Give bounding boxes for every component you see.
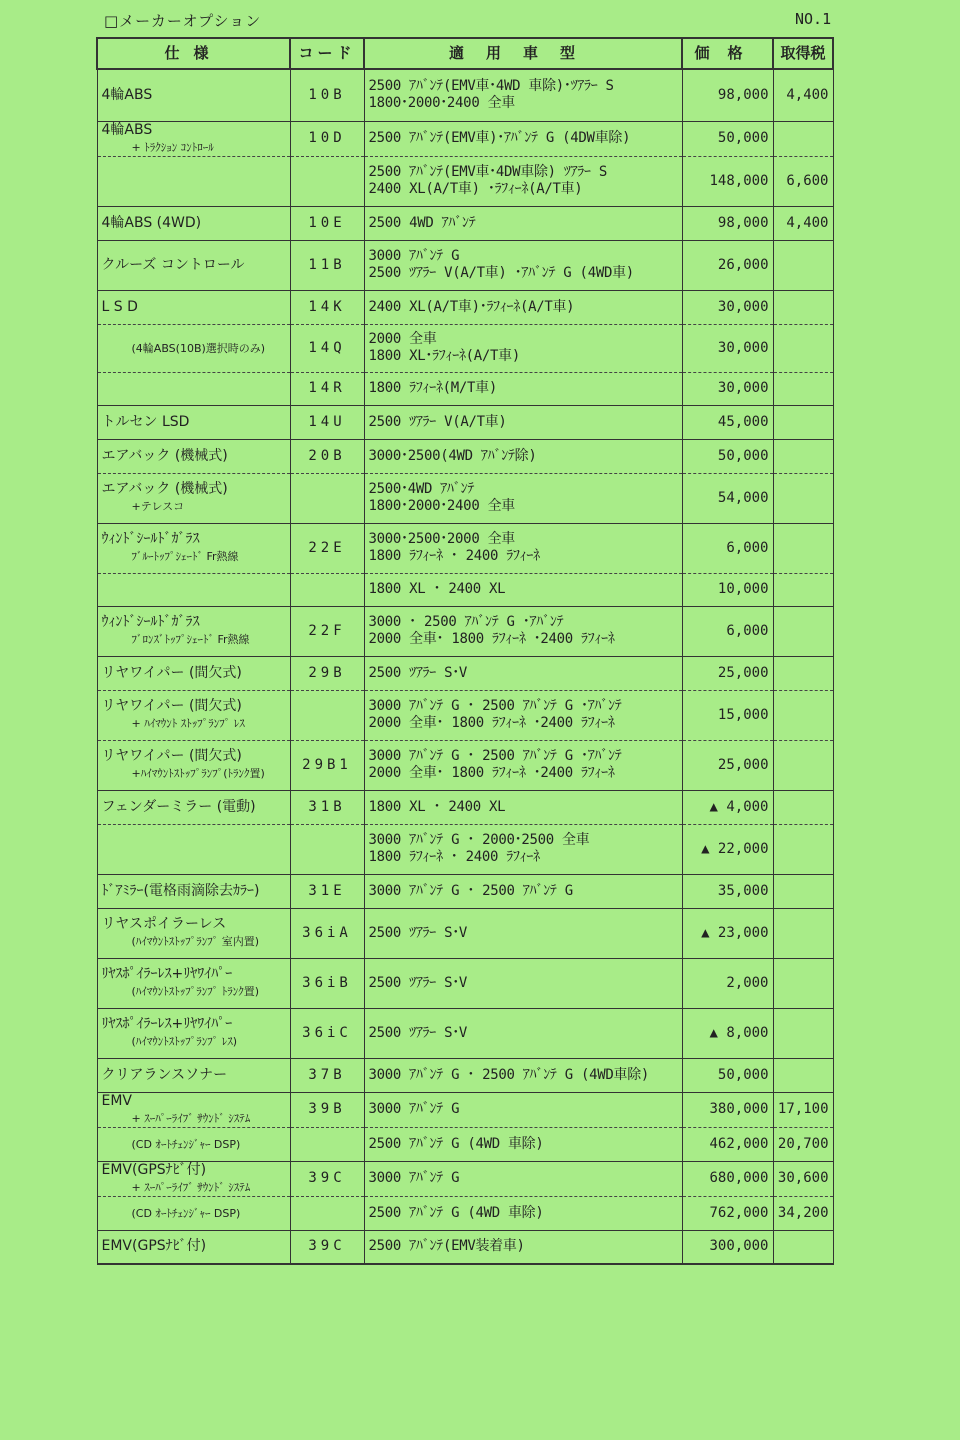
option-code (290, 824, 364, 874)
option-spec (97, 69, 290, 121)
option-spec (97, 1161, 290, 1196)
option-price: 54,000 (682, 473, 773, 523)
option-model: 2500･4WD ｱﾊﾞﾝﾃ 1800･2000･2400 全車 (364, 473, 682, 523)
option-spec (97, 1008, 290, 1058)
option-code: 39C (290, 1230, 364, 1264)
option-code: 22E (290, 523, 364, 573)
option-name: トルセン LSD (101, 413, 190, 430)
option-spec (97, 740, 290, 790)
option-name: リヤスポイラーレス (101, 916, 227, 932)
option-model: 2500 4WD ｱﾊﾞﾝﾃ (364, 206, 682, 240)
option-spec (97, 156, 290, 206)
option-price: 15,000 (682, 690, 773, 740)
table-row (97, 69, 833, 121)
option-model: 3000 ｱﾊﾞﾝﾃ G (364, 1161, 682, 1196)
option-code (290, 156, 364, 206)
table-row (97, 1092, 833, 1127)
option-price: 6,000 (682, 523, 773, 573)
option-code: 20B (290, 439, 364, 473)
option-code: 36iA (290, 908, 364, 958)
option-price: 6,000 (682, 606, 773, 656)
option-tax: 34,200 (773, 1196, 833, 1230)
option-tax: 4,400 (773, 69, 833, 121)
table-row (97, 1058, 833, 1092)
option-spec (97, 290, 290, 324)
option-tax: 6,600 (773, 156, 833, 206)
option-model: 3000･2500(4WD ｱﾊﾞﾝﾃ除) (364, 439, 682, 473)
option-name: ﾘﾔｽﾎﾟｲﾗｰﾚｽ+ﾘﾔﾜｲﾊﾟｰ (101, 1016, 233, 1032)
option-tax (773, 523, 833, 573)
option-subtitle: (ﾊｲﾏｳﾝﾄｽﾄｯﾌﾟﾗﾝﾌﾟ 室内置) (131, 935, 260, 948)
table-row (97, 439, 833, 473)
option-tax (773, 790, 833, 824)
option-tax (773, 908, 833, 958)
option-code: 10B (290, 69, 364, 121)
option-price: 2,000 (682, 958, 773, 1008)
option-name: フェンダーミラー (電動) (101, 798, 256, 815)
page-title: □メーカーオプション (104, 12, 262, 30)
table-header-row (97, 38, 833, 69)
option-spec (97, 1196, 290, 1230)
table-row (97, 790, 833, 824)
option-price: 98,000 (682, 206, 773, 240)
option-subtitle: ﾌﾞﾙｰﾄｯﾌﾟｼｪｰﾄﾞ Fr熱線 (131, 550, 239, 563)
table-row (97, 290, 833, 324)
option-code (290, 1196, 364, 1230)
option-spec (97, 824, 290, 874)
option-subtitle: (4輪ABS(10B)選択時のみ) (131, 341, 266, 355)
option-code: 39B (290, 1092, 364, 1127)
option-tax (773, 240, 833, 290)
option-name: エアバック (機械式) (101, 447, 228, 464)
option-spec (97, 1230, 290, 1264)
option-name: ﾄﾞｱﾐﾗｰ(電格雨滴除去ｶﾗｰ) (101, 882, 260, 899)
option-price: 50,000 (682, 439, 773, 473)
option-tax (773, 324, 833, 372)
option-price: 25,000 (682, 740, 773, 790)
table-row (97, 405, 833, 439)
option-price: 148,000 (682, 156, 773, 206)
option-name: L S D (101, 298, 138, 315)
option-price: 462,000 (682, 1127, 773, 1161)
option-subtitle: (CD ｵｰﾄﾁｪﾝｼﾞｬｰ DSP) (131, 1137, 241, 1151)
option-spec (97, 656, 290, 690)
option-price: 762,000 (682, 1196, 773, 1230)
option-model: 3000 ｱﾊﾞﾝﾃ G ･ 2500 ｱﾊﾞﾝﾃ G (364, 874, 682, 908)
option-spec (97, 523, 290, 573)
option-code: 14U (290, 405, 364, 439)
option-tax (773, 290, 833, 324)
option-spec (97, 439, 290, 473)
option-spec (97, 372, 290, 405)
option-spec (97, 1058, 290, 1092)
option-price: ▲ 22,000 (682, 824, 773, 874)
option-subtitle: +テレスコ (131, 500, 185, 513)
option-subtitle: (ﾊｲﾏｳﾝﾄｽﾄｯﾌﾟﾗﾝﾌﾟ ﾚｽ) (131, 1035, 238, 1048)
option-name: ｳｨﾝﾄﾞｼｰﾙﾄﾞｶﾞﾗｽ (101, 614, 200, 630)
table-row (97, 240, 833, 290)
col-tax: 取得税 (773, 38, 833, 69)
option-code: 14K (290, 290, 364, 324)
option-tax (773, 1058, 833, 1092)
option-spec (97, 790, 290, 824)
option-spec (97, 908, 290, 958)
option-tax (773, 656, 833, 690)
option-code (290, 473, 364, 523)
option-price: 98,000 (682, 69, 773, 121)
option-spec (97, 958, 290, 1008)
option-price: 26,000 (682, 240, 773, 290)
option-spec (97, 206, 290, 240)
table-row (97, 690, 833, 740)
table-row (97, 958, 833, 1008)
option-code: 31E (290, 874, 364, 908)
table-row (97, 1161, 833, 1196)
option-model: 2500 ｱﾊﾞﾝﾃ G (4WD 車除) (364, 1127, 682, 1161)
option-name: リヤワイパー (間欠式) (101, 664, 242, 681)
option-name: 4輪ABS (4WD) (101, 214, 202, 231)
option-name: EMV(GPSﾅﾋﾞ付) (101, 1238, 207, 1255)
option-model: 3000 ｱﾊﾞﾝﾃ G ･ 2000･2500 全車 1800 ﾗﾌｨｰﾈ ･ 2400 ﾗﾌｨｰﾈ (364, 824, 682, 874)
option-model: 2500 ｱﾊﾞﾝﾃ G (4WD 車除) (364, 1196, 682, 1230)
option-subtitle: ﾌﾞﾛﾝｽﾞﾄｯﾌﾟｼｪｰﾄﾞ Fr熱線 (131, 633, 250, 646)
option-name: クリアランスソナー (101, 1066, 228, 1083)
option-model: 1800 XL ･ 2400 XL (364, 790, 682, 824)
option-code (290, 1127, 364, 1161)
option-tax (773, 1008, 833, 1058)
option-model: 3000 ｱﾊﾞﾝﾃ G 2500 ﾂｱﾗｰ V(A/T車) ･ｱﾊﾞﾝﾃ G (4WD車) (364, 240, 682, 290)
option-model: 3000 ･ 2500 ｱﾊﾞﾝﾃ G ･ｱﾊﾞﾝﾃ 2000 全車･ 1800 ﾗﾌｨｰﾈ ･2400 ﾗﾌｨｰﾈ (364, 606, 682, 656)
option-price: 30,000 (682, 290, 773, 324)
option-tax (773, 1230, 833, 1264)
option-model: 3000 ｱﾊﾞﾝﾃ G (364, 1092, 682, 1127)
option-code: 22F (290, 606, 364, 656)
table-row (97, 656, 833, 690)
table-row (97, 573, 833, 606)
option-model: 3000 ｱﾊﾞﾝﾃ G ･ 2500 ｱﾊﾞﾝﾃ G ･ｱﾊﾞﾝﾃ 2000 全車･ 1800 ﾗﾌｨｰﾈ ･2400 ﾗﾌｨｰﾈ (364, 740, 682, 790)
option-tax: 30,600 (773, 1161, 833, 1196)
option-name: エアバック (機械式) (101, 481, 228, 497)
option-spec (97, 405, 290, 439)
option-price: ▲ 8,000 (682, 1008, 773, 1058)
table-row (97, 372, 833, 405)
option-name: ｳｨﾝﾄﾞｼｰﾙﾄﾞｶﾞﾗｽ (101, 531, 200, 547)
option-name: リヤワイパー (間欠式) (101, 748, 242, 764)
option-spec (97, 324, 290, 372)
option-code: 29B1 (290, 740, 364, 790)
option-price: 30,000 (682, 324, 773, 372)
table-row (97, 1196, 833, 1230)
col-price: 価格 (682, 38, 773, 69)
table-row (97, 523, 833, 573)
option-spec (97, 1092, 290, 1127)
option-spec (97, 874, 290, 908)
option-code: 39C (290, 1161, 364, 1196)
page-number: NO.1 (795, 10, 832, 28)
option-subtitle: (ﾊｲﾏｳﾝﾄｽﾄｯﾌﾟﾗﾝﾌﾟ ﾄﾗﾝｸ置) (131, 985, 260, 998)
option-spec (97, 573, 290, 606)
option-code (290, 573, 364, 606)
option-model: 3000･2500･2000 全車 1800 ﾗﾌｨｰﾈ ･ 2400 ﾗﾌｨｰﾈ (364, 523, 682, 573)
option-code: 37B (290, 1058, 364, 1092)
option-model: 1800 XL ･ 2400 XL (364, 573, 682, 606)
table-row (97, 1008, 833, 1058)
option-tax (773, 405, 833, 439)
option-code: 36iB (290, 958, 364, 1008)
option-name: 4輪ABS (101, 121, 153, 138)
option-name: EMV (101, 1092, 133, 1109)
option-name: EMV(GPSﾅﾋﾞ付) (101, 1161, 207, 1178)
option-model: 2500 ﾂｱﾗｰ S･V (364, 656, 682, 690)
table-row (97, 908, 833, 958)
option-price: ▲ 23,000 (682, 908, 773, 958)
option-model: 3000 ｱﾊﾞﾝﾃ G ･ 2500 ｱﾊﾞﾝﾃ G (4WD車除) (364, 1058, 682, 1092)
option-code: 11B (290, 240, 364, 290)
table-row (97, 121, 833, 156)
options-table (96, 37, 834, 1265)
option-price: ▲ 4,000 (682, 790, 773, 824)
option-tax (773, 690, 833, 740)
col-model: 適用車型 (364, 38, 682, 69)
option-spec (97, 1127, 290, 1161)
option-name: リヤワイパー (間欠式) (101, 698, 242, 714)
option-price: 680,000 (682, 1161, 773, 1196)
option-spec (97, 690, 290, 740)
option-code: 10E (290, 206, 364, 240)
option-name: 4輪ABS (101, 86, 153, 103)
option-model: 1800 ﾗﾌｨｰﾈ(M/T車) (364, 372, 682, 405)
table-row (97, 156, 833, 206)
option-code: 14Q (290, 324, 364, 372)
table-row (97, 324, 833, 372)
col-code: コード (290, 38, 364, 69)
table-body (97, 69, 833, 1264)
option-subtitle: (CD ｵｰﾄﾁｪﾝｼﾞｬｰ DSP) (131, 1206, 241, 1220)
option-model: 3000 ｱﾊﾞﾝﾃ G ･ 2500 ｱﾊﾞﾝﾃ G ･ｱﾊﾞﾝﾃ 2000 全車･ 1800 ﾗﾌｨｰﾈ ･2400 ﾗﾌｨｰﾈ (364, 690, 682, 740)
option-tax (773, 606, 833, 656)
option-tax (773, 372, 833, 405)
option-price: 35,000 (682, 874, 773, 908)
col-spec: 仕様 (97, 38, 290, 69)
option-spec (97, 473, 290, 523)
option-code: 10D (290, 121, 364, 156)
option-model: 2400 XL(A/T車)･ﾗﾌｨｰﾈ(A/T車) (364, 290, 682, 324)
option-model: 2500 ｱﾊﾞﾝﾃ(EMV車)･ｱﾊﾞﾝﾃ G (4DW車除) (364, 121, 682, 156)
option-model: 2500 ﾂｱﾗｰ S･V (364, 908, 682, 958)
option-price: 380,000 (682, 1092, 773, 1127)
option-subtitle: + ﾄﾗｸｼｮﾝ ｺﾝﾄﾛｰﾙ (131, 140, 214, 154)
table-row (97, 740, 833, 790)
table-row (97, 473, 833, 523)
option-tax: 4,400 (773, 206, 833, 240)
option-tax (773, 740, 833, 790)
option-model: 2500 ﾂｱﾗｰ V(A/T車) (364, 405, 682, 439)
option-price: 300,000 (682, 1230, 773, 1264)
option-price: 45,000 (682, 405, 773, 439)
option-spec (97, 240, 290, 290)
option-code (290, 690, 364, 740)
option-subtitle: +ﾊｲﾏｳﾝﾄｽﾄｯﾌﾟﾗﾝﾌﾟ(ﾄﾗﾝｸ置) (131, 767, 265, 780)
option-tax (773, 439, 833, 473)
option-name: クルーズ コントロール (101, 256, 245, 273)
option-tax (773, 824, 833, 874)
option-model: 2500 ﾂｱﾗｰ S･V (364, 958, 682, 1008)
option-tax (773, 473, 833, 523)
option-code: 31B (290, 790, 364, 824)
option-model: 2500 ｱﾊﾞﾝﾃ(EMV車･4DW車除) ﾂｱﾗｰ S 2400 XL(A/T車) ･ﾗﾌｨｰﾈ(A/T車) (364, 156, 682, 206)
option-tax: 17,100 (773, 1092, 833, 1127)
option-tax (773, 121, 833, 156)
option-subtitle: + ﾊｲﾏｳﾝﾄ ｽﾄｯﾌﾟﾗﾝﾌﾟ ﾚｽ (131, 717, 245, 730)
option-spec (97, 121, 290, 156)
option-tax (773, 573, 833, 606)
option-price: 50,000 (682, 121, 773, 156)
option-model: 2500 ｱﾊﾞﾝﾃ(EMV車･4WD 車除)･ﾂｱﾗｰ S 1800･2000･2400 全車 (364, 69, 682, 121)
option-subtitle: + ｽｰﾊﾟｰﾗｲﾌﾞ ｻｳﾝﾄﾞ ｼｽﾃﾑ (131, 1180, 251, 1194)
option-spec (97, 606, 290, 656)
option-code: 29B (290, 656, 364, 690)
table-row (97, 874, 833, 908)
table-row (97, 1230, 833, 1264)
table-row (97, 206, 833, 240)
option-model: 2000 全車 1800 XL･ﾗﾌｨｰﾈ(A/T車) (364, 324, 682, 372)
option-tax (773, 874, 833, 908)
option-model: 2500 ｱﾊﾞﾝﾃ(EMV装着車) (364, 1230, 682, 1264)
table-row (97, 1127, 833, 1161)
option-price: 50,000 (682, 1058, 773, 1092)
option-price: 25,000 (682, 656, 773, 690)
option-tax (773, 958, 833, 1008)
option-price: 10,000 (682, 573, 773, 606)
option-name: ﾘﾔｽﾎﾟｲﾗｰﾚｽ+ﾘﾔﾜｲﾊﾟｰ (101, 966, 233, 982)
table-row (97, 824, 833, 874)
option-model: 2500 ﾂｱﾗｰ S･V (364, 1008, 682, 1058)
table-row (97, 606, 833, 656)
option-subtitle: + ｽｰﾊﾟｰﾗｲﾌﾞ ｻｳﾝﾄﾞ ｼｽﾃﾑ (131, 1111, 251, 1125)
option-tax: 20,700 (773, 1127, 833, 1161)
option-code: 36iC (290, 1008, 364, 1058)
option-code: 14R (290, 372, 364, 405)
option-price: 30,000 (682, 372, 773, 405)
